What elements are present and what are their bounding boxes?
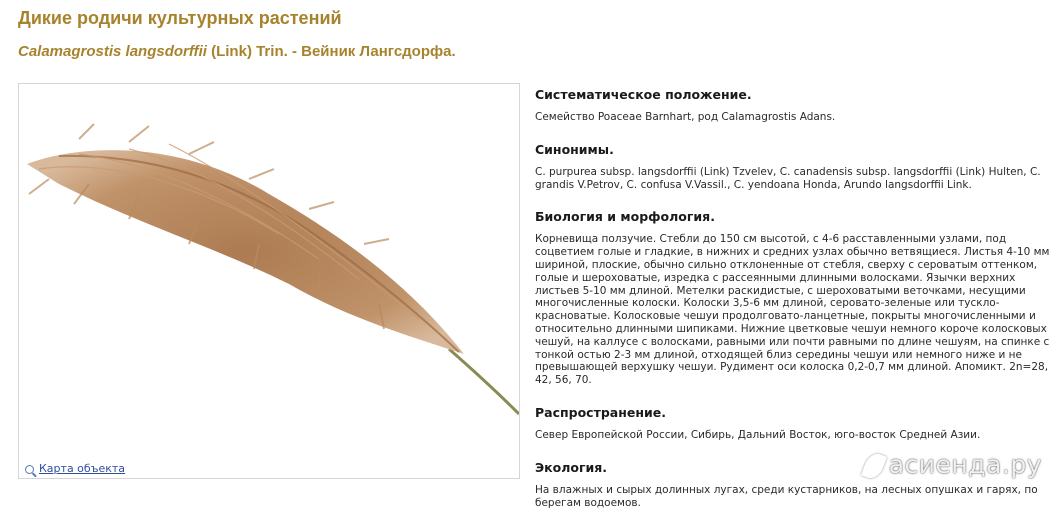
object-map-link[interactable]	[25, 462, 125, 475]
section-text-synonyms: C. purpurea subsp. langsdorffii (Link) Tzvelev, C. canadensis subsp. langsdorffii (Link) Hulten, C. grandis V.Petrov, C. confusa V.Vassil., C. yendoana Honda, Arundo langsdorffii Link.	[535, 165, 1041, 191]
watermark-text: асиенда.ру	[888, 450, 1042, 479]
author-citation: (Link) Trin.	[211, 43, 288, 60]
section-text-distribution: Север Европейской России, Сибирь, Дальний Восток, юго-восток Средней Азии.	[535, 428, 981, 441]
leaf-logo-icon	[861, 451, 887, 482]
magnifier-icon	[25, 465, 34, 474]
section-title-ecology: Экология.	[535, 459, 608, 475]
section-text-biology: Корневища ползучие. Стебли до 150 см высотой, с 4-6 расставленными узлами, под соцветием голые и гладкие, в нижних и средних узлах обычно ветвящиеся. Листья 4-10 мм шириной, плоские, обычно сильно отклоненные от стебля, сверху с сероватым оттенком, голые и шероховатые, изредка с рассеянными длинными волосками. Язычки верхних листьев 5-10 мм длиной. Метелки раскидистые, с шероховатыми веточками, несущими многочисленные колоски. Колоски 3,5-6 мм длиной, серовато-зеленые или тускло-красноватые. Колосковые чешуи продолговато-ланцетные, покрыты многочисленными и относительно длинными шипиками. Нижние цветковые чешуи немного короче колосковых чешуй, на каллусе с волосками, равными или почти равными по длине чешуям, на спинке с тонкой остью 2-3 мм длиной, отходящей близ середины чешуи или немного ниже и не превышающей верхушку чешуи. Рудимент оси колоска 0,2-0,7 мм длиной. Апомикт. 2n=28, 42, 56, 70.	[535, 233, 1050, 387]
species-title	[18, 43, 456, 60]
latin-name: Calamagrostis langsdorffii	[18, 43, 207, 60]
plant-photo-frame	[18, 83, 520, 479]
section-title-distribution: Распространение.	[535, 404, 666, 420]
page-title: Дикие родичи культурных растений	[18, 8, 342, 28]
site-watermark	[865, 450, 1042, 479]
section-title-systematics: Систематическое положение.	[535, 87, 752, 102]
common-name: - Вейник Лангсдорфа.	[291, 43, 456, 60]
section-text-ecology: На влажных и сырых долинных лугах, среди кустарников, на лесных опушках и гарях, по берегам водоемов.	[535, 483, 1038, 509]
section-title-synonyms: Синонимы.	[535, 141, 614, 157]
object-map-link-label: Карта объекта	[39, 462, 126, 475]
plant-photo	[19, 84, 519, 478]
section-title-biology: Биология и морфология.	[535, 209, 715, 225]
section-text-systematics: Семейство Poaceae Barnhart, род Calamagrostis Adans.	[535, 111, 836, 123]
